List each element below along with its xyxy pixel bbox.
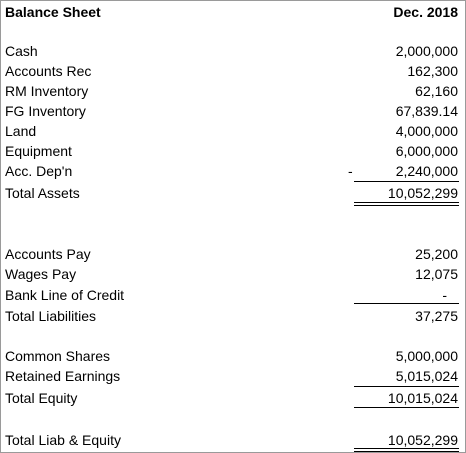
asset-row-land — [1, 122, 465, 142]
row-value: 25,200 — [415, 246, 458, 262]
row-label: Wages Pay — [5, 266, 77, 282]
row-value: 5,015,024 — [395, 368, 458, 384]
total-liabilities-row — [1, 307, 465, 327]
row-value: 62,160 — [415, 83, 458, 99]
row-label: RM Inventory — [5, 83, 89, 99]
total-value: 10,052,299 — [387, 432, 458, 448]
row-value: 12,075 — [415, 266, 458, 282]
subtotal-rule — [354, 407, 459, 408]
total-value: 10,015,024 — [387, 390, 458, 406]
asset-row-rm-inventory — [1, 82, 465, 102]
liability-row-accounts-pay — [1, 245, 465, 265]
row-label: Acc. Dep'n — [5, 163, 73, 179]
double-rule — [354, 202, 459, 206]
row-label: Cash — [5, 43, 38, 59]
period-label: Dec. 2018 — [393, 4, 458, 20]
row-value: 2,240,000 — [395, 163, 458, 179]
total-label: Total Assets — [5, 185, 80, 201]
total-label: Total Equity — [5, 390, 78, 406]
sheet-title: Balance Sheet — [5, 4, 101, 20]
total-value: 37,275 — [415, 308, 458, 324]
equity-row-common-shares — [1, 347, 465, 367]
negative-sign: - — [348, 163, 353, 179]
row-label: Land — [5, 123, 37, 139]
liability-row-wages-pay — [1, 265, 465, 285]
row-label: Bank Line of Credit — [5, 287, 125, 303]
header-row — [1, 3, 465, 23]
subtotal-rule — [354, 386, 459, 387]
row-value: 4,000,000 — [395, 123, 458, 139]
subtotal-rule — [354, 181, 459, 182]
double-rule — [354, 448, 459, 452]
row-label: FG Inventory — [5, 103, 86, 119]
total-label: Total Liab & Equity — [5, 432, 121, 448]
row-label: Retained Earnings — [5, 368, 121, 384]
row-value: 5,000,000 — [395, 348, 458, 364]
row-label: Equipment — [5, 143, 72, 159]
asset-row-cash — [1, 42, 465, 62]
row-label: Accounts Pay — [5, 246, 91, 262]
subtotal-rule — [354, 303, 459, 304]
row-value: - — [442, 287, 447, 303]
asset-row-fg-inventory — [1, 102, 465, 122]
row-value: 6,000,000 — [395, 143, 458, 159]
row-value: 2,000,000 — [395, 43, 458, 59]
equity-row-retained-earnings — [1, 367, 465, 387]
row-label: Common Shares — [5, 348, 111, 364]
row-value: 67,839.14 — [395, 103, 458, 119]
total-label: Total Liabilities — [5, 308, 97, 324]
asset-row-equipment — [1, 142, 465, 162]
asset-row-accounts-rec — [1, 62, 465, 82]
row-label: Accounts Rec — [5, 63, 92, 79]
total-equity-row — [1, 389, 465, 409]
asset-row-acc-depn — [1, 162, 465, 182]
total-assets-row — [1, 184, 465, 204]
row-value: 162,300 — [407, 63, 458, 79]
total-value: 10,052,299 — [387, 185, 458, 201]
